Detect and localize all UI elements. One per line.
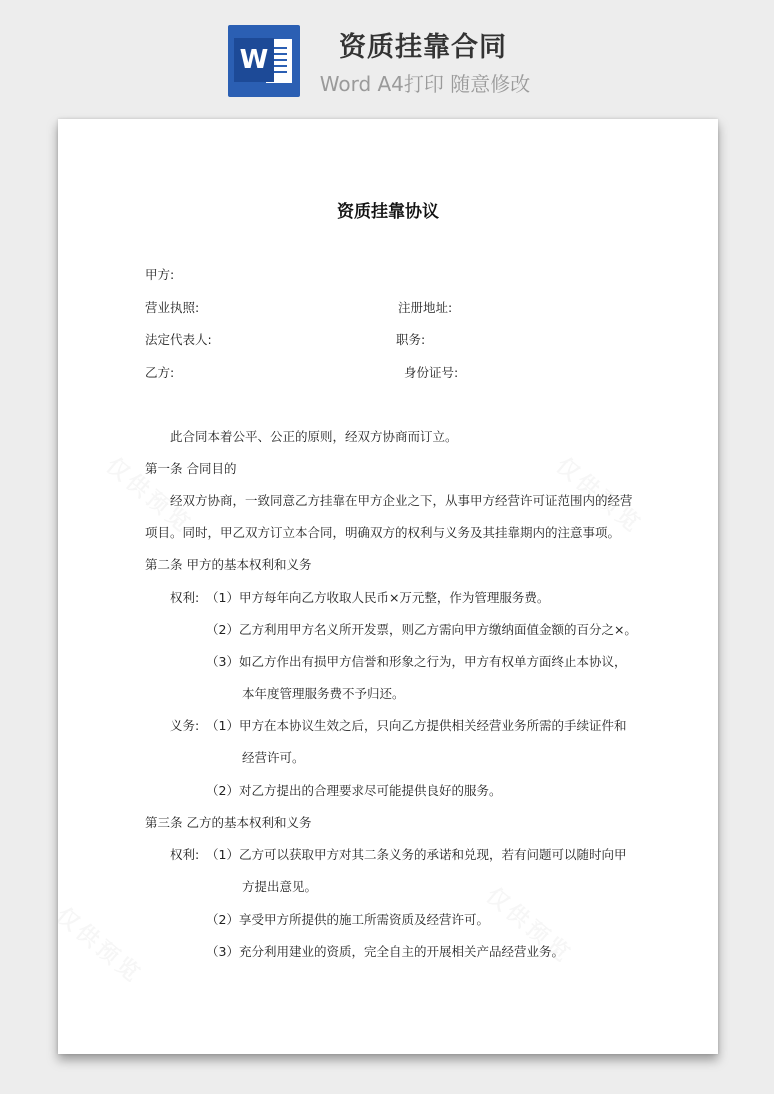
article2-right-3-cont: 本年度管理服务费不予归还。 xyxy=(242,686,405,701)
document-title: 资质挂靠协议 xyxy=(337,202,439,222)
article2-duty-1: （1）甲方在本协议生效之后，只向乙方提供相关经营业务所需的手续证件和 xyxy=(206,718,627,733)
party-b-label: 乙方: xyxy=(145,365,175,380)
article3-right-3: （3）充分利用建业的资质，完全自主的开展相关产品经营业务。 xyxy=(206,944,564,959)
article1-text: 经双方协商，一致同意乙方挂靠在甲方企业之下，从事甲方经营许可证范围内的经营 xyxy=(170,493,633,508)
article2-right-3: （3）如乙方作出有损甲方信誉和形象之行为，甲方有权单方面终止本协议， xyxy=(206,654,627,669)
article3-heading: 第三条 乙方的基本权利和义务 xyxy=(145,815,312,830)
page-subtitle: Word A4打印 随意修改 xyxy=(319,72,531,96)
article1-text-cont: 项目。同时，甲乙双方订立本合同，明确双方的权利与义务及其挂靠期内的注意事项。 xyxy=(145,525,621,540)
intro-paragraph: 此合同本着公平、公正的原则，经双方协商而订立。 xyxy=(170,429,458,444)
article2-duties-label: 义务: xyxy=(170,718,200,733)
article1-heading: 第一条 合同目的 xyxy=(145,461,237,476)
article3-right-1: （1）乙方可以获取甲方对其二条义务的承诺和兑现，若有问题可以随时向甲 xyxy=(206,847,627,862)
article3-rights-label: 权利: xyxy=(170,847,200,862)
article2-right-2: （2）乙方利用甲方名义所开发票，则乙方需向甲方缴纳面值金额的百分之×。 xyxy=(206,622,637,637)
watermark xyxy=(58,899,150,990)
word-icon-letter: W xyxy=(234,38,274,82)
article3-right-1-cont: 方提出意见。 xyxy=(242,879,318,894)
id-number-label: 身份证号: xyxy=(404,365,459,380)
document-page xyxy=(58,119,718,1054)
article3-right-2: （2）享受甲方所提供的施工所需资质及经营许可。 xyxy=(206,912,489,927)
business-license-label: 营业执照: xyxy=(145,300,200,315)
article2-right-1: （1）甲方每年向乙方收取人民币×万元整，作为管理服务费。 xyxy=(206,590,550,605)
legal-rep-label: 法定代表人: xyxy=(145,332,212,347)
article2-duty-2: （2）对乙方提出的合理要求尽可能提供良好的服务。 xyxy=(206,783,502,798)
article2-rights-label: 权利: xyxy=(170,590,200,605)
word-app-icon xyxy=(228,25,300,97)
position-label: 职务: xyxy=(396,332,426,347)
registered-address-label: 注册地址: xyxy=(398,300,453,315)
article2-duty-1-cont: 经营许可。 xyxy=(242,750,305,765)
party-a-label: 甲方: xyxy=(145,267,175,282)
page-title: 资质挂靠合同 xyxy=(339,32,507,63)
article2-heading: 第二条 甲方的基本权利和义务 xyxy=(145,557,312,572)
